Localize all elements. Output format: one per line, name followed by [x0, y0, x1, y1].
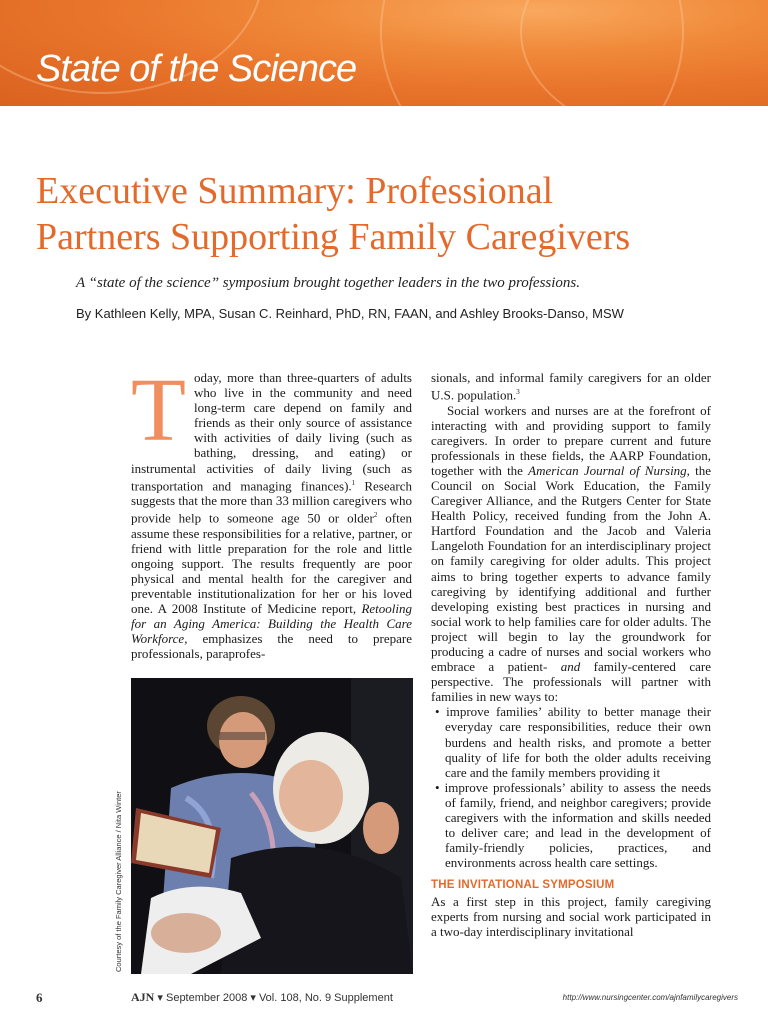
drop-cap: T: [131, 361, 186, 460]
paragraph: [431, 403, 711, 705]
paragraph: [431, 370, 711, 403]
journal-abbrev: AJN: [131, 990, 155, 1004]
reference-mark: 1: [351, 478, 356, 487]
paragraph: As a first step in this project, family caregiving experts from nursing and social work participated in a two-day interdisciplinary invitational: [431, 893, 711, 939]
bullet-text: improve professionals’ ability to assess the needs of family, friend, and neighbor caregivers; provide caregivers with the information and skills needed to deliver care; and lead in the development of family-friendly policies, practices, and environments across health care settings.: [444, 779, 712, 871]
text-run: family-centered care perspective. The professionals will partner with families in new ways to:: [431, 659, 711, 705]
bullet-item: [431, 704, 711, 779]
text-run: often assume these responsibilities for a relative, partner, or friend with little preparation for the role and little ongoing support. The results frequently are poor physical and mental health for the caregiver and preventable institutionalization for her or his loved one. A 2008 Institute of Medicine report,: [131, 510, 412, 617]
reference-mark: 2: [373, 511, 378, 520]
issue-info: ▾ September 2008 ▾ Vol. 108, No. 9 Supplement: [157, 992, 393, 1004]
text-run: oday, more than three-quarters of adults who live in the community and need long-term care depend on family and friends as their only source of assistance with activities of daily living (such as bathing, dressing, and eating) or instrumental activities of daily living (such as transportation and managing finances).: [131, 370, 412, 493]
text-run: the Council on Social Work Education, the Family Caregiver Alliance, and the Rutgers Center for State Health Policy, received funding from the John A. Hartford Foundation and the Jacob and Valeria Langeloth Foundation for an interdisciplinary project on family caregiving for older adults. This project aims to bring together experts to advance family caregiving by identifying additional and further developing existing best practices in nursing and social work to help families care for older adults. The project will begin to lay the groundwork for producing a cadre of nurses and social workers who embrace a patient-: [431, 462, 712, 675]
bullet-text: improve families’ ability to better manage their everyday care responsibilities, reduce their own burdens and health risks, and promote a better quality of life for both the older adults receiving care and the family members providing it: [445, 704, 711, 780]
body-column-2: [431, 370, 711, 939]
banner-swirl: [520, 0, 768, 106]
article-title-line2: Partners Supporting Family Caregivers: [36, 216, 631, 258]
article-title: [36, 168, 756, 260]
bullet-item: [431, 780, 711, 871]
section-title: State of the Science: [36, 48, 357, 90]
emphasis: and: [560, 659, 581, 675]
footer-url[interactable]: http://www.nursingcenter.com/ajnfamilycaregivers: [562, 993, 738, 1002]
journal-footer: [131, 990, 393, 1005]
intro-paragraph: [131, 361, 412, 662]
photo-credit: Courtesy of the Family Caregiver Alliance / Nita Winter: [114, 791, 123, 972]
caregiver-reading-photo: [131, 678, 413, 974]
text-run: Research suggests that the more than 33 million caregivers who provide help to someone age 50 or older: [131, 477, 412, 526]
text-run: Social workers and nurses are at the forefront of interacting with and providing support to family caregivers. In order to prepare current and future professionals in these fields, the AARP Foundation, together with the: [431, 402, 711, 478]
text-run: sionals, and informal family caregivers for an older U.S. population.: [431, 370, 711, 403]
section-banner: [0, 0, 768, 106]
article-deck: A “state of the science” symposium brought together leaders in the two professions.: [76, 275, 580, 291]
journal-name: American Journal of Nursing,: [528, 462, 690, 478]
section-subhead: THE INVITATIONAL SYMPOSIUM: [431, 879, 615, 892]
page-number: 6: [36, 990, 43, 1005]
text-run: emphasizes the need to prepare professionals, paraprofes-: [131, 631, 412, 662]
article-title-line1: Executive Summary: Professional: [36, 170, 554, 212]
bullet-icon: •: [435, 704, 440, 720]
reference-mark: 3: [516, 388, 520, 397]
bullet-icon: •: [435, 779, 440, 795]
body-column-1: [131, 361, 412, 662]
article-photo: [131, 678, 413, 974]
report-title: Retooling for an Aging America: Building the Health Care Workforce,: [131, 601, 412, 647]
article-byline: By Kathleen Kelly, MPA, Susan C. Reinhard, PhD, RN, FAAN, and Ashley Brooks-Danso, MSW: [76, 306, 624, 321]
